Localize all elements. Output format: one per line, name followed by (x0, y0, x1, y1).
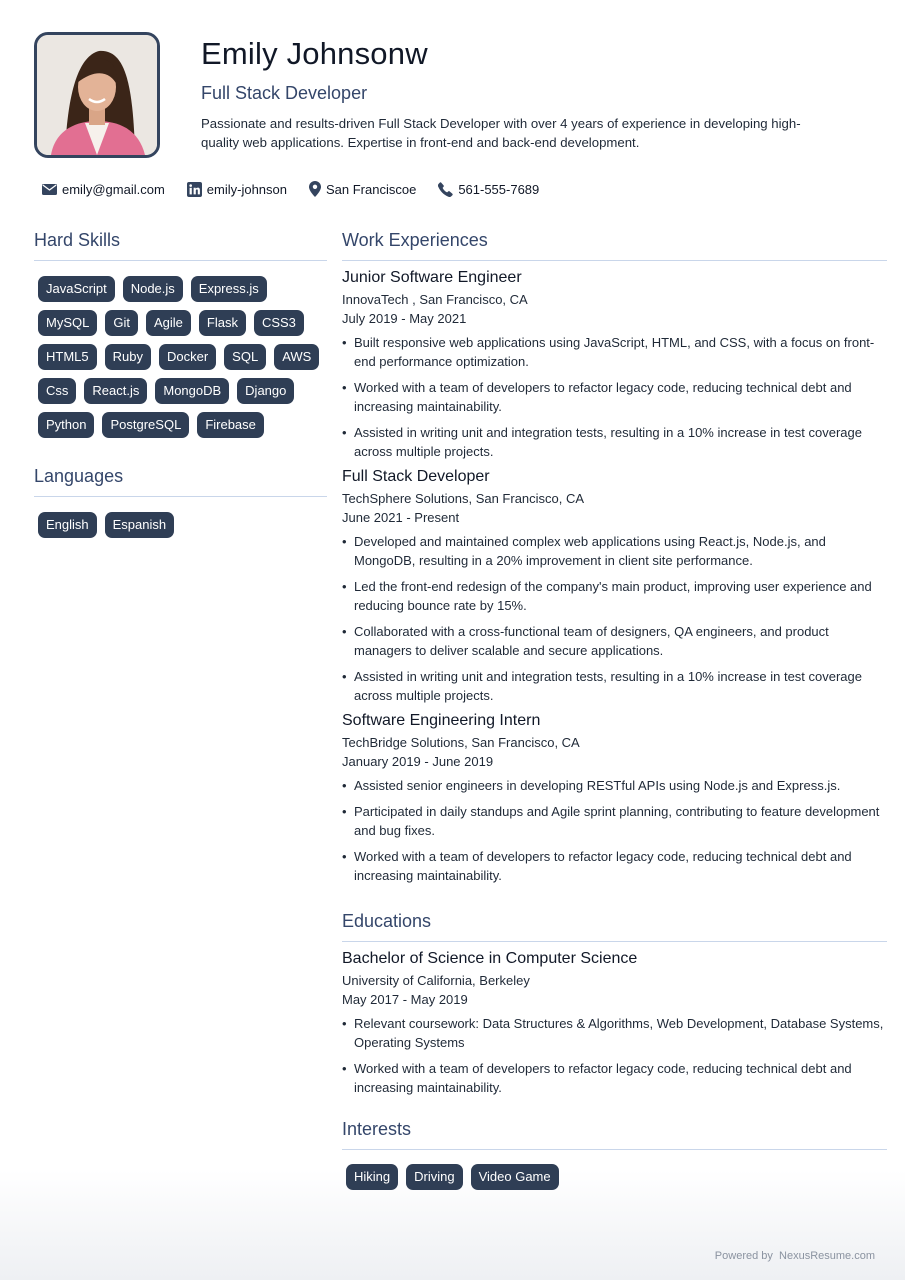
entry-item (342, 269, 887, 461)
portrait-image (37, 35, 157, 155)
skill-pill: CSS3 (254, 310, 304, 336)
skill-pill: HTML5 (38, 344, 97, 370)
language-pill: Espanish (105, 512, 174, 538)
interests-heading: Interests (342, 1119, 887, 1150)
skill-pill: PostgreSQL (102, 412, 189, 438)
contact-email[interactable] (42, 182, 165, 197)
skill-pill: JavaScript (38, 276, 115, 302)
skill-pill: MongoDB (155, 378, 229, 404)
skill-pill: React.js (84, 378, 147, 404)
entry-dates: July 2019 - May 2021 (342, 311, 467, 326)
education-entries (342, 950, 887, 1097)
email-icon (42, 184, 57, 195)
bullet-item: • Worked with a team of developers to refactor legacy code, reducing technical debt and increasing maintainability. (342, 378, 887, 416)
bullet-item: • Built responsive web applications using JavaScript, HTML, and CSS, with a focus on front-end performance optimization. (342, 333, 887, 371)
interest-pill: Driving (406, 1164, 462, 1190)
skill-pill: Ruby (105, 344, 151, 370)
entry-title: Full Stack Developer (342, 468, 490, 485)
phone-text: 561-555-7689 (458, 181, 540, 197)
skill-pill: Css (38, 378, 76, 404)
skill-pill: Firebase (197, 412, 264, 438)
skill-pill: Python (38, 412, 94, 438)
bullet-item: • Worked with a team of developers to refactor legacy code, reducing technical debt and increasing maintainability. (342, 847, 887, 885)
profile-photo (34, 32, 160, 158)
entry-organization: TechSphere Solutions, San Francisco, CA (342, 491, 585, 506)
bullet-item: • Developed and maintained complex web applications using React.js, Node.js, and MongoDB, resulting in a 20% improvement in client site performance. (342, 532, 887, 570)
skill-pill: Docker (159, 344, 216, 370)
entry-dates: May 2017 - May 2019 (342, 992, 468, 1007)
email-text: emily@gmail.com (62, 181, 165, 197)
interest-pill: Video Game (471, 1164, 559, 1190)
entry-dates: January 2019 - June 2019 (342, 754, 494, 769)
bullet-list (342, 532, 887, 705)
language-pill: English (38, 512, 97, 538)
contact-bar (42, 178, 561, 200)
bullet-item: • Led the front-end redesign of the company's main product, improving user experience and reducing bounce rate by 15%. (342, 577, 887, 615)
bullet-item: • Collaborated with a cross-functional team of designers, QA engineers, and product managers to deliver scalable and secure applications. (342, 622, 887, 660)
entry-dates: June 2021 - Present (342, 510, 460, 525)
entry-organization: InnovaTech , San Francisco, CA (342, 292, 528, 307)
powered-label: Powered by (714, 1250, 773, 1262)
entry-title: Bachelor of Science in Computer Science (342, 950, 638, 967)
location-pin-icon (309, 181, 321, 197)
bullet-list (342, 333, 887, 461)
education-heading: Educations (342, 911, 887, 942)
bullet-item: • Assisted in writing unit and integration tests, resulting in a 10% increase in test coverage across multiple projects. (342, 423, 887, 461)
entry-item (342, 950, 887, 1097)
brand-link[interactable]: NexusResume.com (779, 1250, 875, 1262)
hard-skills-heading: Hard Skills (34, 230, 327, 261)
bullet-list (342, 1014, 887, 1097)
work-entries (342, 269, 887, 885)
bullet-item: • Participated in daily standups and Agile sprint planning, contributing to feature development and bug fixes. (342, 802, 887, 840)
phone-icon (438, 182, 453, 197)
entry-organization: TechBridge Solutions, San Francisco, CA (342, 735, 580, 750)
bullet-item: • Assisted senior engineers in developing RESTful APIs using Node.js and Express.js. (342, 776, 887, 795)
contact-phone[interactable] (438, 182, 539, 197)
skill-pill: Node.js (123, 276, 183, 302)
languages-heading: Languages (34, 466, 327, 497)
summary-text: Passionate and results-driven Full Stack Developer with over 4 years of experience in developing high-quality web applications. Expertise in front-end and back-end development. (201, 116, 801, 150)
skill-pill: Git (105, 310, 138, 336)
interests-list (346, 1164, 887, 1198)
skill-pill: Express.js (191, 276, 267, 302)
powered-by (715, 1250, 875, 1262)
entry-item (342, 712, 887, 885)
work-heading: Work Experiences (342, 230, 887, 261)
contact-linkedin[interactable] (187, 182, 287, 197)
bullet-item: • Relevant coursework: Data Structures & Algorithms, Web Development, Database Systems, Operating Systems (342, 1014, 887, 1052)
hard-skills-list (38, 276, 328, 446)
entry-organization: University of California, Berkeley (342, 973, 530, 988)
entry-item (342, 468, 887, 705)
skill-pill: Django (237, 378, 294, 404)
bullet-list (342, 776, 887, 885)
right-column (342, 230, 887, 1198)
skill-pill: Flask (199, 310, 246, 336)
languages-list (38, 512, 328, 546)
skill-pill: SQL (224, 344, 266, 370)
location-text: San Franciscoe (325, 181, 417, 197)
interest-pill: Hiking (346, 1164, 398, 1190)
entry-title: Junior Software Engineer (342, 269, 522, 286)
skill-pill: AWS (274, 344, 319, 370)
entry-title: Software Engineering Intern (342, 712, 541, 729)
contact-location (309, 181, 416, 197)
linkedin-icon (187, 182, 202, 197)
bullet-item: • Assisted in writing unit and integration tests, resulting in a 10% increase in test coverage across multiple projects. (342, 667, 887, 705)
job-title: Full Stack Developer (201, 83, 368, 103)
skill-pill: MySQL (38, 310, 97, 336)
bullet-item: • Worked with a team of developers to refactor legacy code, reducing technical debt and increasing maintainability. (342, 1059, 887, 1097)
skill-pill: Agile (146, 310, 191, 336)
candidate-name: Emily Johnsonw (201, 36, 428, 71)
linkedin-text: emily-johnson (206, 181, 287, 197)
